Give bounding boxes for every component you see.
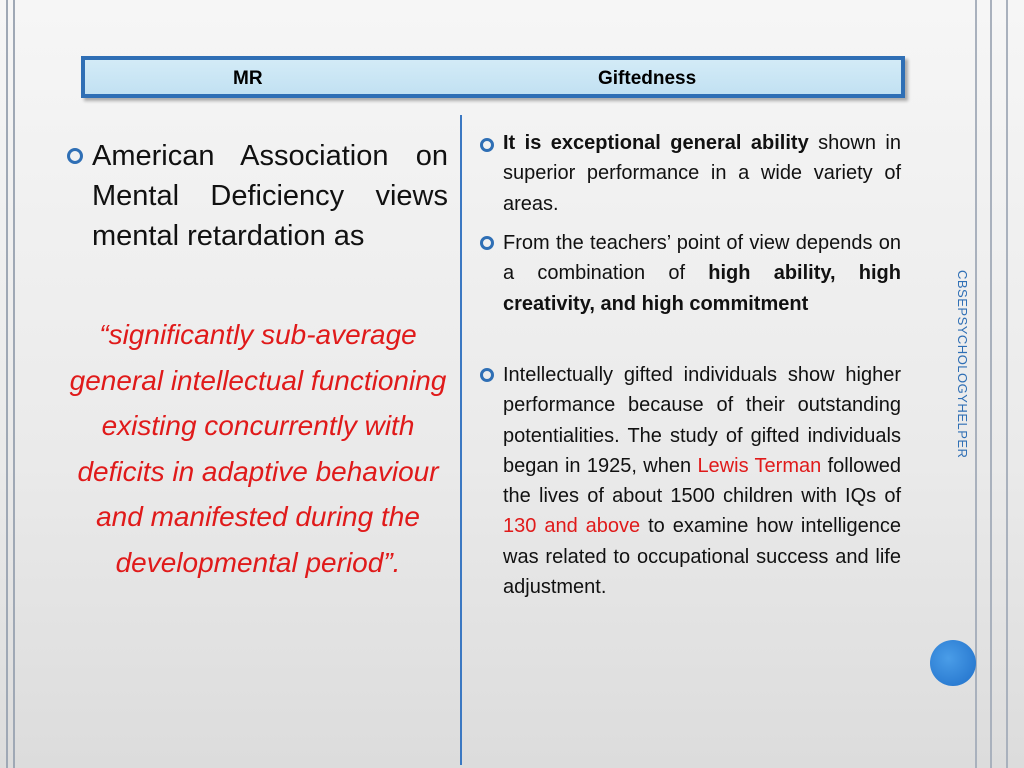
giftedness-point-3 <box>503 360 901 602</box>
mr-definition-quote: “significantly sub-average general intellectual functioning existing concurrently with deficits in adaptive behaviour and manifested during the developmental period”. <box>69 319 447 578</box>
left-border-decoration <box>6 0 15 768</box>
column-divider <box>460 115 462 765</box>
point-3-text-b: followed the lives of about 1500 children with IQs of <box>503 454 901 508</box>
point-3-red-b: 130 and above <box>503 515 641 538</box>
table-header-bar <box>81 56 905 98</box>
giftedness-point-1 <box>503 128 901 219</box>
point-3-red-a: Lewis Terman <box>697 454 822 477</box>
bullet-circle-icon <box>67 148 83 164</box>
right-border-line <box>1006 0 1008 768</box>
bullet-circle-icon <box>480 368 494 382</box>
point-1-bold: It is exceptional general ability <box>503 132 809 154</box>
decorative-circle-icon <box>930 640 976 686</box>
point-2-bold: high ability, high creativity, and high commitment <box>503 262 901 315</box>
point-2-text: From the teachers’ point of view depends on a combination of <box>503 232 901 285</box>
point-1-text: shown in superior performance in a wide variety of areas. <box>503 132 901 215</box>
point-3-text-a: Intellectually gifted individuals show higher performance because of their outstanding potentialities. The study of gifted individuals began in 1925, when <box>503 364 901 477</box>
point-3-text-c: to examine how intelligence was related to occupational success and life adjustment. <box>503 515 901 599</box>
right-border-line <box>975 0 977 768</box>
mr-definition-intro: American Association on Mental Deficiency views mental retardation as <box>92 140 448 252</box>
giftedness-point-2 <box>503 228 901 319</box>
right-border-line <box>990 0 992 768</box>
header-giftedness: Giftedness <box>598 68 697 89</box>
bullet-circle-icon <box>480 236 494 250</box>
watermark-vertical-text: CBSEPSYCHOLOGYHELPER <box>955 270 970 459</box>
bullet-circle-icon <box>480 138 494 152</box>
header-mr: MR <box>233 68 263 89</box>
